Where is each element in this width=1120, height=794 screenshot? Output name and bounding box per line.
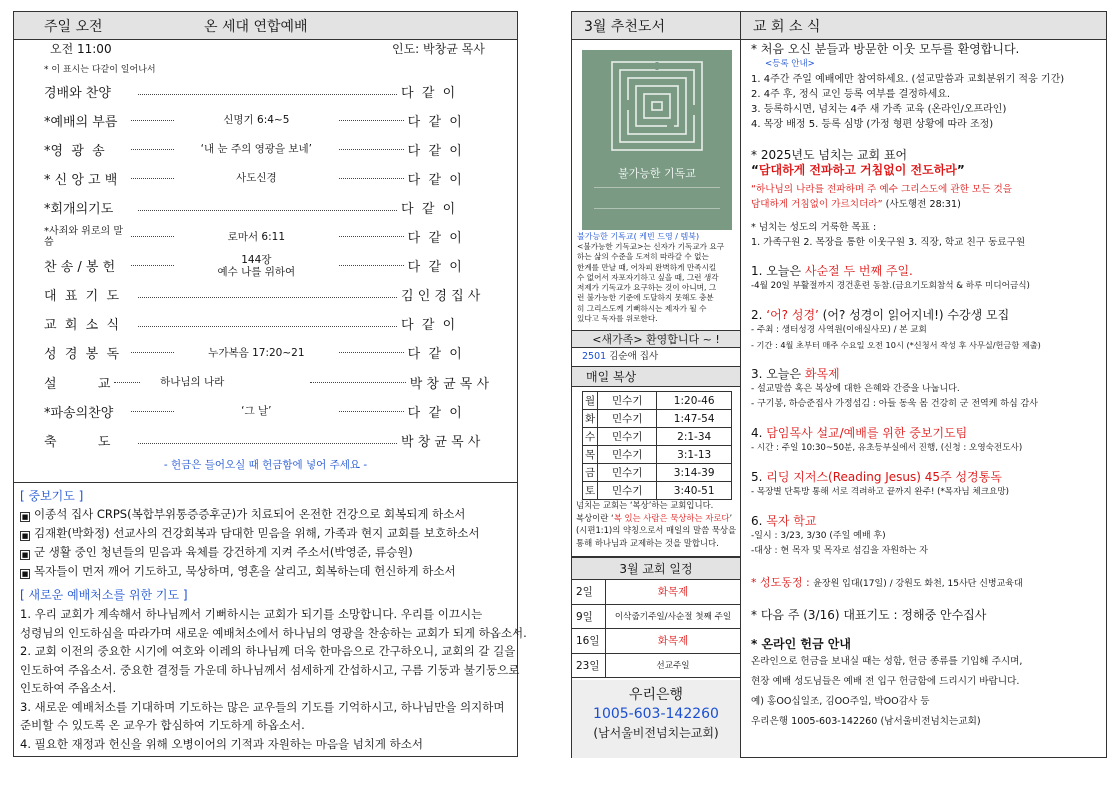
order-item	[44, 429, 489, 451]
daily-note-2b: 복 있는 사람은 묵상하는 자로다	[613, 512, 730, 523]
item-2-rest: (어? 성경이 읽어지네!) 수강생 모집	[818, 308, 1010, 322]
offering-note: - 헌금은 들어오실 때 헌금함에 넣어 주세요 -	[163, 459, 368, 471]
prayer-list	[20, 505, 515, 581]
schedule-row	[572, 605, 740, 630]
order-item	[44, 284, 489, 306]
order-item-name: *예배의 부름	[44, 114, 118, 130]
order-item	[44, 313, 489, 335]
item-3-title: 화목제	[804, 367, 840, 381]
book-caption-line: 하는 삶의 수준을 도저히 따라갈 수 없는	[577, 252, 709, 262]
new-place-line: 2. 교회 이전의 중요한 시기에 여호와 이레의 하나님께 더욱 한마음으로 간구하오니, 교회의 갈 길을	[20, 644, 516, 658]
leader-dots	[131, 120, 174, 121]
book-cover-title: 불가능한 기독교	[618, 167, 696, 180]
item-1-num: 1. 오늘은	[751, 264, 805, 278]
book-heading-text: 3월 추천도서	[584, 18, 665, 35]
daily-ref: 1:20-46	[657, 392, 732, 410]
worship-time: 오전 11:00	[50, 42, 112, 56]
online-offering-label: * 온라인 헌금 안내	[751, 637, 851, 651]
order-item-who: 다 같 이	[401, 201, 456, 217]
item-2-sub2: - 기간 : 4월 초부터 매주 수요일 오전 10시 (*신청서 작성 후 사무실/헌금함 제출)	[751, 340, 1041, 350]
motto-verse-1: “하나님의 나라를 전파하며 주 예수 그리스도에 관한 모든 것을	[751, 184, 1013, 195]
daily-note	[576, 499, 740, 549]
order-item-name: *회개의기도	[44, 201, 114, 217]
schedule-date: 16일	[572, 629, 606, 653]
order-item	[44, 255, 489, 277]
newfamily-entry-id: 2501	[582, 351, 607, 362]
new-place-heading: [ 새로운 예배처소를 위한 기도 ]	[20, 588, 188, 602]
new-place-line: 3. 새로운 예배처소를 기대하며 기도하는 많은 교우들의 기도를 기억하시고, 하나님만을 의지하며	[20, 699, 505, 714]
worship-order-panel	[13, 11, 518, 483]
schedule-event: 선교주일	[656, 661, 690, 672]
online-offering-line: 예) 홍OO십일조, 김OO주일, 박OO감사 등	[751, 696, 930, 707]
daily-note-line3: (시편1:1)의 약칭으로서 매일의 말씀 묵상을	[576, 525, 737, 535]
registration-item: 4. 목장 배정 5. 등록 심방 (가정 형편 상황에 따라 조정)	[751, 119, 994, 130]
worship-leader: 인도: 박창균 목사	[392, 42, 485, 56]
leader-dots	[131, 178, 174, 179]
leader-dots	[131, 265, 174, 266]
order-item-who: 다 같 이	[407, 143, 462, 159]
book-panel	[571, 11, 741, 331]
book-caption-line: 히 그리스도께 기뻐하시는 제자가 될 수	[577, 303, 707, 313]
leader-dots	[310, 382, 406, 383]
member-news-text: 윤장원 입대(17일) / 강원도 화천, 15사단 신병교육대	[813, 579, 1023, 589]
schedule-rows	[572, 580, 740, 678]
bank-holder: (남서울비전넘치는교회)	[593, 726, 719, 740]
prayer-item-text: 김재환(박화정) 선교사의 건강회복과 담대한 믿음을 위해, 가족과 현지 교회를 보호하소서	[34, 526, 480, 540]
goal-label: * 넘치는 성도의 거룩한 목표 :	[751, 222, 877, 233]
item-6-title: 목자 학교	[766, 514, 817, 528]
order-item	[44, 196, 489, 218]
prayer-item-text: 목자들이 먼저 깨어 기도하고, 묵상하며, 영혼을 살리고, 회복하는데 헌신하게 하소서	[34, 564, 456, 578]
order-item	[44, 371, 489, 393]
leader-dots	[138, 443, 397, 444]
daily-day: 금	[583, 464, 598, 482]
newfamily-entry-name: 김순애 집사	[609, 351, 659, 362]
schedule-panel	[571, 557, 741, 758]
daily-book: 민수기	[598, 446, 657, 464]
item-6-sub2: -대상 : 현 목자 및 목자로 섬김을 자원하는 자	[751, 546, 928, 556]
motto-verse-2-text: 담대하게 거침없이 가르치더라”	[751, 199, 883, 210]
daily-ref: 3:1-13	[657, 446, 732, 464]
leader-dots	[339, 352, 404, 353]
order-item-name: *사죄와 위로의 말씀	[44, 225, 123, 248]
order-item-detail: 사도신경	[236, 172, 277, 185]
order-item-name: 설 교	[44, 376, 111, 392]
schedule-date: 23일	[572, 654, 606, 678]
daily-ref: 2:1-34	[657, 428, 732, 446]
leader-dots	[339, 236, 404, 237]
newfamily-heading: <새가족> 환영합니다 ~ !	[572, 331, 740, 348]
book-caption-line: 수 없어서 자포자기하고 싶을 때, 그런 생각	[577, 272, 719, 282]
schedule-event: 화목제	[657, 635, 689, 648]
news-heading	[741, 12, 1106, 40]
item-5	[751, 470, 1103, 485]
motto-verse-2	[751, 197, 1103, 212]
leader-dots	[131, 236, 174, 237]
checkbox-icon: ■	[21, 551, 29, 559]
worship-header-left: 주일 오전	[44, 18, 103, 35]
daily-day: 수	[583, 428, 598, 446]
daily-row	[583, 446, 732, 464]
motto-quote-open: “	[751, 163, 759, 177]
book-heading	[572, 12, 740, 40]
online-offering-line: 우리은행 1005-603-142260 (남서울비전넘치는교회)	[751, 716, 981, 727]
daily-row	[583, 482, 732, 500]
daily-note-line1: 넘치는 교회는 ‘복상’하는 교회입니다.	[576, 500, 714, 510]
motto-verse-ref: (사도행전 28:31)	[882, 199, 961, 210]
daily-ref: 3:14-39	[657, 464, 732, 482]
schedule-row	[572, 580, 740, 605]
checkbox-icon: ■	[21, 570, 29, 578]
registration-list	[751, 72, 1103, 132]
order-item	[44, 400, 489, 422]
daily-book: 민수기	[598, 428, 657, 446]
new-place-line: 인도하여 주옵소서.	[20, 681, 117, 695]
maze-icon	[582, 50, 732, 160]
item-3-sub2: - 구기봉, 하승준집사 가정섬김 : 아들 동욱 몸 건강히 군 전역케 하심 감사	[751, 399, 1038, 409]
newfamily-panel	[571, 331, 741, 367]
new-place-line: 성령님의 인도하심을 따라가며 새로운 예배처소에서 하나님의 영광을 찬송하는 교회가 되게 하옵소서.	[20, 625, 527, 640]
checkbox-icon: ■	[21, 513, 29, 521]
order-item-detail: ‘내 눈 주의 영광을 보네’	[200, 143, 312, 156]
prayer-item-text: 군 생활 중인 청년들의 믿음과 육체를 강건하게 지켜 주소서(박영준, 류승원)	[34, 545, 413, 559]
item-3-num: 3. 오늘은	[751, 367, 805, 381]
new-place-line: 인도하여 주옵소서. 중요한 결정들 가운데 하나님께서 섬세하게 간섭하시고, 구름 기둥과 불기둥으로	[20, 662, 520, 677]
order-item-detail: ‘그 날’	[241, 405, 272, 418]
item-2	[751, 308, 1103, 323]
daily-day: 월	[583, 392, 598, 410]
order-of-service-list	[44, 80, 489, 460]
order-item-who: 다 같 이	[401, 318, 456, 334]
checkbox-icon: ■	[21, 532, 29, 540]
order-item-who: 다 같 이	[407, 260, 462, 276]
order-item-name: 대 표 기 도	[44, 289, 120, 305]
daily-note-line4: 통해 하나님과 교제하는 것을 말합니다.	[576, 537, 719, 548]
daily-day: 목	[583, 446, 598, 464]
leader-dots	[138, 326, 397, 327]
item-1	[751, 264, 1103, 279]
item-4	[751, 426, 1103, 441]
leader-dots	[339, 120, 404, 121]
book-caption	[577, 242, 739, 324]
news-panel	[741, 11, 1107, 758]
item-1-title: 사순절 두 번째 주일.	[804, 264, 913, 278]
order-item-name: 교 회 소 식	[44, 318, 120, 334]
order-item-name: *파송의찬양	[44, 405, 114, 421]
new-place-line: 준비할 수 있도록 온 교우가 합심하여 기도하게 하옵소서.	[20, 718, 305, 732]
online-offering-line: 현장 예배 성도님들은 예배 전 입구 헌금함에 드리시기 바랍니다.	[751, 676, 1020, 687]
prayer-item	[20, 543, 515, 562]
item-5-title: 리딩 지저스(Reading Jesus) 45주 성경통독	[766, 470, 1002, 484]
order-item-name: 성 경 봉 독	[44, 347, 120, 363]
item-3-sub1: - 설교말씀 혹은 복상에 대한 은혜와 간증을 나눕니다.	[751, 384, 960, 394]
leader-dots	[138, 297, 397, 298]
item-5-sub: - 목장별 단톡방 통해 서로 격려하고 끝까지 완주! (*목자님 체크요망)	[751, 487, 1009, 497]
daily-note-2c: ’	[729, 512, 733, 523]
daily-row	[583, 428, 732, 446]
item-6-num: 6.	[751, 514, 767, 528]
item-6	[751, 514, 1103, 529]
motto-quote-close: ”	[956, 163, 965, 177]
prayer-item	[20, 562, 515, 581]
order-item-name: 축 도	[44, 434, 111, 450]
stand-note: * 이 표시는 다같이 일어나서	[44, 65, 156, 75]
item-2-sub1: - 주최 : 생터성경 사역원(이애실사모) / 본 교회	[751, 325, 927, 335]
order-item	[44, 342, 489, 364]
book-cover	[582, 50, 732, 230]
motto-main: 담대하게 전파하고 거침없이 전도하라	[758, 163, 957, 177]
order-item-detail: 144장 예수 나를 위하여	[217, 253, 296, 278]
order-item-detail: 신명기 6:4~5	[223, 114, 290, 127]
order-item	[44, 138, 489, 160]
daily-heading: 매일 복상	[572, 367, 740, 387]
next-week-prayer: * 다음 주 (3/16) 대표기도 : 정해중 안수집사	[751, 608, 987, 622]
item-1-sub: -4월 20일 부활절까지 경건훈련 동참.(금요기도회참석 & 하루 미디어금식)	[751, 281, 1030, 291]
prayer-item-text: 이종석 집사 CRPS(복합부위통증증후군)가 치료되어 온전한 건강으로 회복되게 하소서	[34, 507, 466, 521]
item-2-title: ‘어? 성경’	[766, 308, 819, 322]
book-caption-title: 불가능한 기독교( 케빈 드영 / 템북)	[577, 232, 700, 241]
order-item-name: 찬 송 / 봉 헌	[44, 260, 116, 276]
worship-header-title: 온 세대 연합예배	[204, 18, 308, 35]
order-item-name: *영 광 송	[44, 143, 105, 159]
daily-book: 민수기	[598, 410, 657, 428]
leader-dots	[339, 411, 404, 412]
leader-dots	[339, 178, 404, 179]
prayer-panel	[13, 483, 527, 757]
prayer-heading: [ 중보기도 ]	[20, 489, 84, 503]
order-item-detail: 하나님의 나라	[160, 376, 225, 388]
order-item-who: 박 창 균 목 사	[409, 376, 490, 392]
order-item	[44, 80, 489, 102]
motto-label: * 2025년도 넘치는 교회 표어	[751, 148, 908, 162]
registration-label: <등록 안내>	[765, 59, 815, 69]
item-4-sub: - 시간 : 주일 10:30~50분, 유초등부실에서 진행, (신청 : 오영숙전도사)	[751, 443, 1023, 453]
leader-dots	[114, 382, 140, 383]
bank-account: 1005-603-142260	[593, 706, 719, 722]
order-item-who: 다 같 이	[407, 231, 462, 246]
book-caption-line: <불가능한 기독교>는 신자가 기독교가 요구	[577, 242, 725, 251]
welcome-text: * 처음 오신 분들과 방문한 이웃 모두를 환영합니다.	[751, 42, 1020, 56]
registration-item: 1. 4주간 주일 예배에만 참여하세요. (설교말씀과 교회분위기 적응 기간)	[751, 74, 1065, 85]
daily-ref: 1:47-54	[657, 410, 732, 428]
bank-name: 우리은행	[628, 687, 684, 703]
daily-row	[583, 464, 732, 482]
motto-text	[751, 163, 1103, 178]
bank-info	[572, 680, 740, 758]
schedule-row	[572, 629, 740, 654]
order-item	[44, 109, 489, 131]
leader-dots	[138, 94, 397, 95]
schedule-event: 화목제	[657, 586, 689, 599]
prayer-item	[20, 505, 515, 524]
news-heading-text: 교 회 소 식	[753, 18, 821, 35]
registration-item: 3. 등록하시면, 넘치는 4주 새 가족 교육 (온라인/오프라인)	[751, 104, 1007, 115]
order-item-who: 다 같 이	[407, 347, 462, 363]
daily-bible-panel	[571, 367, 741, 557]
daily-row	[583, 392, 732, 410]
order-item-who: 김 인 경 집 사	[401, 289, 481, 305]
order-item-who: 박 창 균 목 사	[401, 434, 481, 450]
member-news	[751, 575, 1103, 592]
new-place-line: 4. 필요한 재정과 헌신을 위해 오병이어의 기적과 자원하는 마음을 넘치게 하소서	[20, 736, 424, 751]
item-5-num: 5.	[751, 470, 767, 484]
new-place-prayer-text	[20, 605, 527, 753]
book-caption-line: 저제가 기독교가 요구하는 것이 아니며, 그	[577, 283, 717, 293]
order-item-who: 다 같 이	[407, 405, 462, 421]
order-item-who: 다 같 이	[407, 114, 462, 130]
leader-dots	[339, 265, 404, 266]
daily-note-2a: 복상이란 ‘	[576, 512, 614, 523]
daily-day: 토	[583, 482, 598, 500]
item-4-num: 4.	[751, 426, 767, 440]
order-item-who: 다 같 이	[401, 85, 456, 101]
daily-bible-table	[582, 391, 732, 500]
book-caption-line: 런 불가능한 기준에 도달하지 못해도 충분	[577, 293, 714, 303]
book-caption-line: 한계를 만날 때, 어차피 완벽하게 만족시킬	[577, 262, 717, 272]
news-body	[751, 42, 1103, 732]
order-item-name: * 신 앙 고 백	[44, 172, 118, 188]
daily-row	[583, 410, 732, 428]
schedule-event: 이삭줍기주일/사순절 첫째 주일	[614, 612, 732, 623]
daily-ref: 3:40-51	[657, 482, 732, 500]
item-6-sub1: -일시 : 3/23, 3/30 (주일 예배 후)	[751, 531, 886, 541]
schedule-date: 9일	[572, 605, 606, 629]
leader-dots	[131, 411, 174, 412]
schedule-row	[572, 654, 740, 679]
item-4-title: 담임목사 설교/예배를 위한 중보기도팀	[766, 426, 968, 440]
worship-header	[14, 12, 517, 40]
newfamily-entry	[572, 348, 740, 365]
leader-dots	[138, 210, 397, 211]
order-item-detail: 로마서 6:11	[227, 230, 286, 243]
leader-dots	[339, 149, 404, 150]
daily-book: 민수기	[598, 482, 657, 500]
daily-book: 민수기	[598, 464, 657, 482]
order-item-detail: 누가복음 17:20~21	[208, 346, 305, 359]
item-3	[751, 367, 1103, 382]
goal-text: 1. 가족구원 2. 목장을 통한 이웃구원 3. 직장, 학교 친구 동료구원	[751, 237, 1026, 248]
order-item-who: 다 같 이	[407, 172, 462, 188]
member-news-label: * 성도동정 :	[751, 576, 814, 589]
daily-day: 화	[583, 410, 598, 428]
daily-book: 민수기	[598, 392, 657, 410]
daily-note-line2	[576, 512, 740, 525]
order-item	[44, 167, 489, 189]
new-place-line: 1. 우리 교회가 계속해서 하나님께서 기뻐하시는 교회가 되기를 소망합니다. 우리를 이끄시는	[20, 607, 483, 621]
leader-dots	[131, 352, 174, 353]
book-cover-blurb	[594, 187, 720, 209]
schedule-date: 2일	[572, 580, 606, 604]
order-item	[44, 226, 489, 248]
leader-dots	[131, 149, 174, 150]
item-2-num: 2.	[751, 308, 767, 322]
schedule-heading: 3월 교회 일정	[572, 558, 740, 580]
prayer-item	[20, 524, 515, 543]
registration-item: 2. 4주 후, 정식 교인 등록 여부를 결정하세요.	[751, 89, 951, 100]
online-offering-list	[751, 652, 1103, 732]
order-item-name: 경배와 찬양	[44, 85, 111, 101]
book-caption-line: 있다고 독자를 위로한다.	[577, 314, 658, 324]
online-offering-line: 온라인으로 헌금을 보내실 때는 성함, 헌금 종류를 기입해 주시며,	[751, 656, 1023, 667]
